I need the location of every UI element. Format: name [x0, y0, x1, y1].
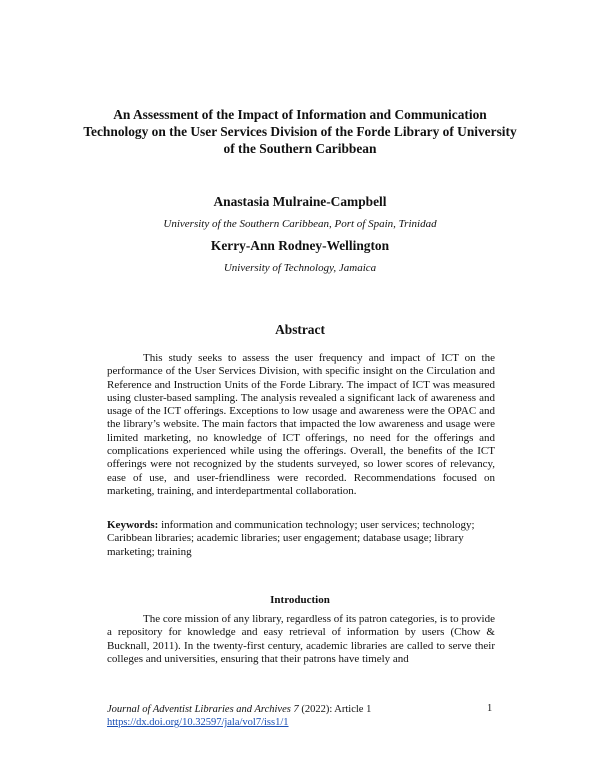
abstract-text: This study seeks to assess the user frequency and impact of ICT on the performance of the User Services Division, with specific insight on the Circulation and Reference and Instruction Units of the Forde Library. The impact of ICT was measured using cluster-based sampling. The analysis revealed a significant lack of awareness and usage of the ICT offerings. Exceptions to low usage and awareness were the OPAC and the library’s website. The main factors that impacted the low awareness and usage were limited marketing, no knowledge of ICT offerings, no need for the offerings and complications experienced while using the offerings. Overall, the benefits of the ICT offerings were not recognized by the students surveyed, so lower scores of relevancy, ease of use, and user-friendliness were recorded. Recommendations focused on marketing, training, and interdepartmental collaboration. — [107, 352, 495, 497]
author-affiliation-2: University of Technology, Jamaica — [223, 262, 377, 274]
author-name-2: Kerry-Ann Rodney-Wellington — [210, 238, 390, 253]
keywords-list: information and communication technology; user services; technology; Caribbean libraries; academic libraries; user engagement; database usage; library marketing; training — [107, 519, 475, 558]
page-footer — [107, 703, 497, 729]
introduction-heading: Introduction — [270, 594, 330, 606]
paper-title: An Assessment of the Impact of Information and Communication Technology on the User Services Division of the Forde Library of University of the Southern Caribbean — [83, 107, 517, 156]
page-number: 1 — [487, 703, 493, 714]
author-affiliation-1: University of the Southern Caribbean, Port of Spain, Trinidad — [163, 218, 437, 230]
doi-link[interactable]: https://dx.doi.org/10.32597/jala/vol7/iss1/1 — [107, 717, 289, 728]
author-name-1: Anastasia Mulraine-Campbell — [213, 194, 387, 209]
journal-name: Journal of Adventist Libraries and Archives 7 — [107, 704, 299, 715]
abstract-heading: Abstract — [275, 322, 325, 337]
journal-citation: (2022): Article 1 — [298, 704, 372, 715]
introduction-text: The core mission of any library, regardless of its patron categories, is to provide a repository for knowledge and easy retrieval of information by users (Chow & Bucknall, 2011). In the twenty-first century, academic libraries are called to serve their colleges and universities, ensuring that their patrons have timely and — [107, 613, 495, 665]
keywords-label: Keywords: — [107, 519, 159, 531]
keywords-paragraph — [107, 519, 495, 559]
